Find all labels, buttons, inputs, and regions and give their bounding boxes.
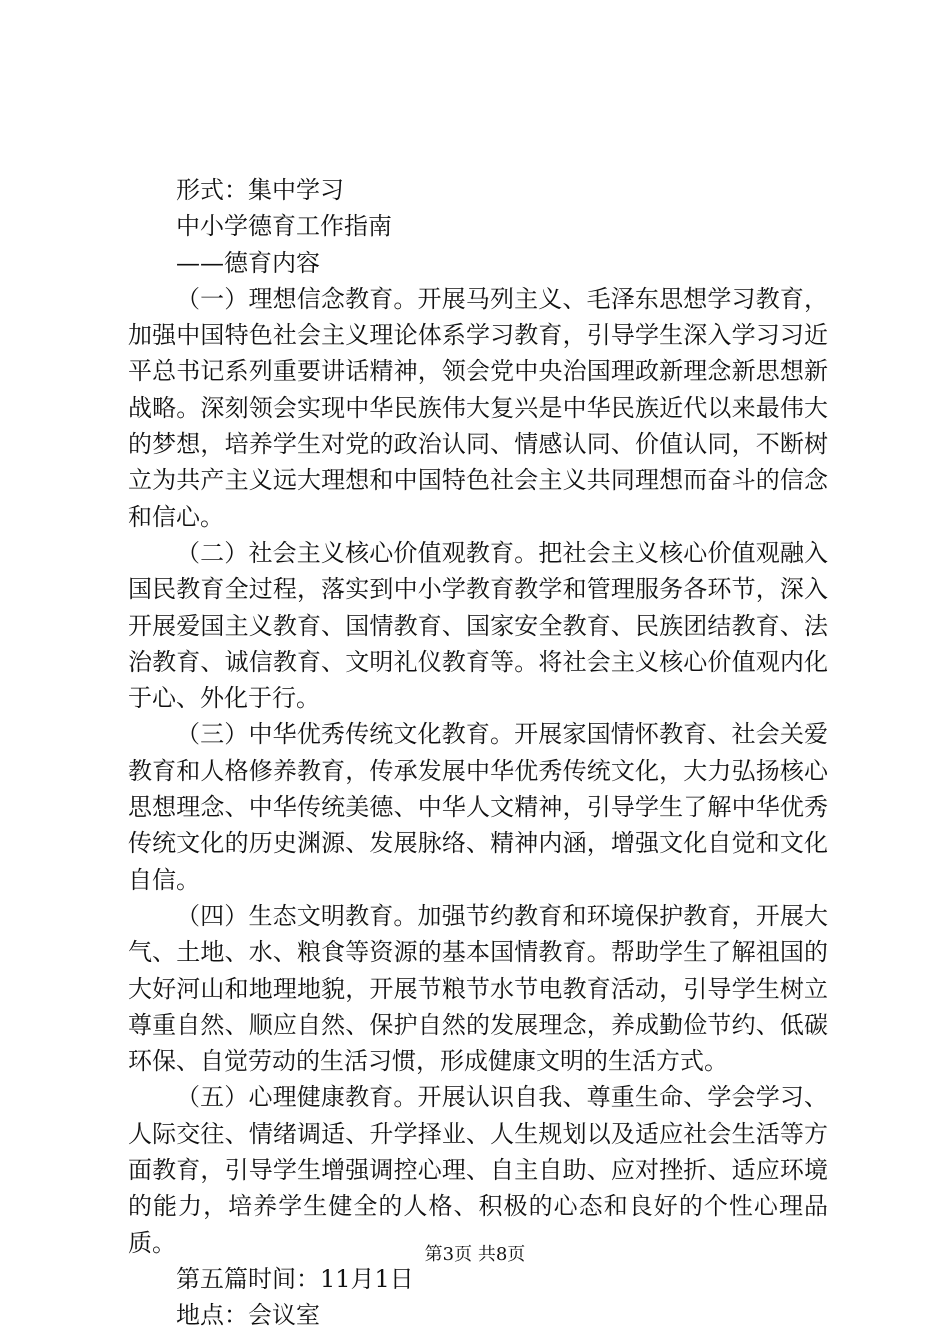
format-line: 形式：集中学习 — [176, 176, 344, 204]
document-body — [128, 172, 828, 1334]
meeting-location-line: 地点：会议室 — [176, 1301, 320, 1330]
paragraph-traditional-culture-education: （三）中华优秀传统文化教育。开展家国情怀教育、社会关爱教育和人格修养教育，传承发展中华优秀传统文化，大力弘扬核心思想理念、中华传统美德、中华人文精神，引导学生了解中华优秀传统文化的历史渊源、发展脉络、精神内涵，增强文化自觉和文化自信。 — [128, 720, 828, 894]
paragraph-mental-health-education: （五）心理健康教育。开展认识自我、尊重生命、学会学习、人际交往、情绪调适、升学择业、人生规划以及适应社会生活等方面教育，引导学生增强调控心理、自主自助、应对挫折、适应环境的能力，培养学生健全的人格、积极的心态和良好的个性心理品质。 — [128, 1083, 828, 1257]
guide-subtitle: ——德育内容 — [176, 248, 320, 277]
paragraph-ecological-education: （四）生态文明教育。加强节约教育和环境保护教育，开展大气、土地、水、粮食等资源的基本国情教育。帮助学生了解祖国的大好河山和地理地貌，开展节粮节水节电教育活动，引导学生树立尊重自然、顺应自然、保护自然的发展理念，养成勤俭节约、低碳环保、自觉劳动的生活习惯，形成健康文明的生活方式。 — [128, 901, 828, 1076]
paragraph-core-values-education: （二）社会主义核心价值观教育。把社会主义核心价值观融入国民教育全过程，落实到中小学教育教学和管理服务各环节，深入开展爱国主义教育、国情教育、国家安全教育、民族团结教育、法治教育、诚信教育、文明礼仪教育等。将社会主义核心价值观内化于心、外化于行。 — [128, 538, 828, 713]
meeting-time-line: 第五篇时间：11月1日 — [176, 1264, 414, 1293]
paragraph-ideals-education: （一）理想信念教育。开展马列主义、毛泽东思想学习教育，加强中国特色社会主义理论体系学习教育，引导学生深入学习习近平总书记系列重要讲话精神，领会党中央治国理政新理念新思想新战略。深刻领会实现中华民族伟大复兴是中华民族近代以来最伟大的梦想，培养学生对党的政治认同、情感认同、价值认同，不断树立为共产主义远大理想和中国特色社会主义共同理想而奋斗的信念和信心。 — [128, 284, 828, 531]
page-number: 第3页 共8页 — [424, 1244, 526, 1265]
guide-title: 中小学德育工作指南 — [176, 212, 392, 241]
